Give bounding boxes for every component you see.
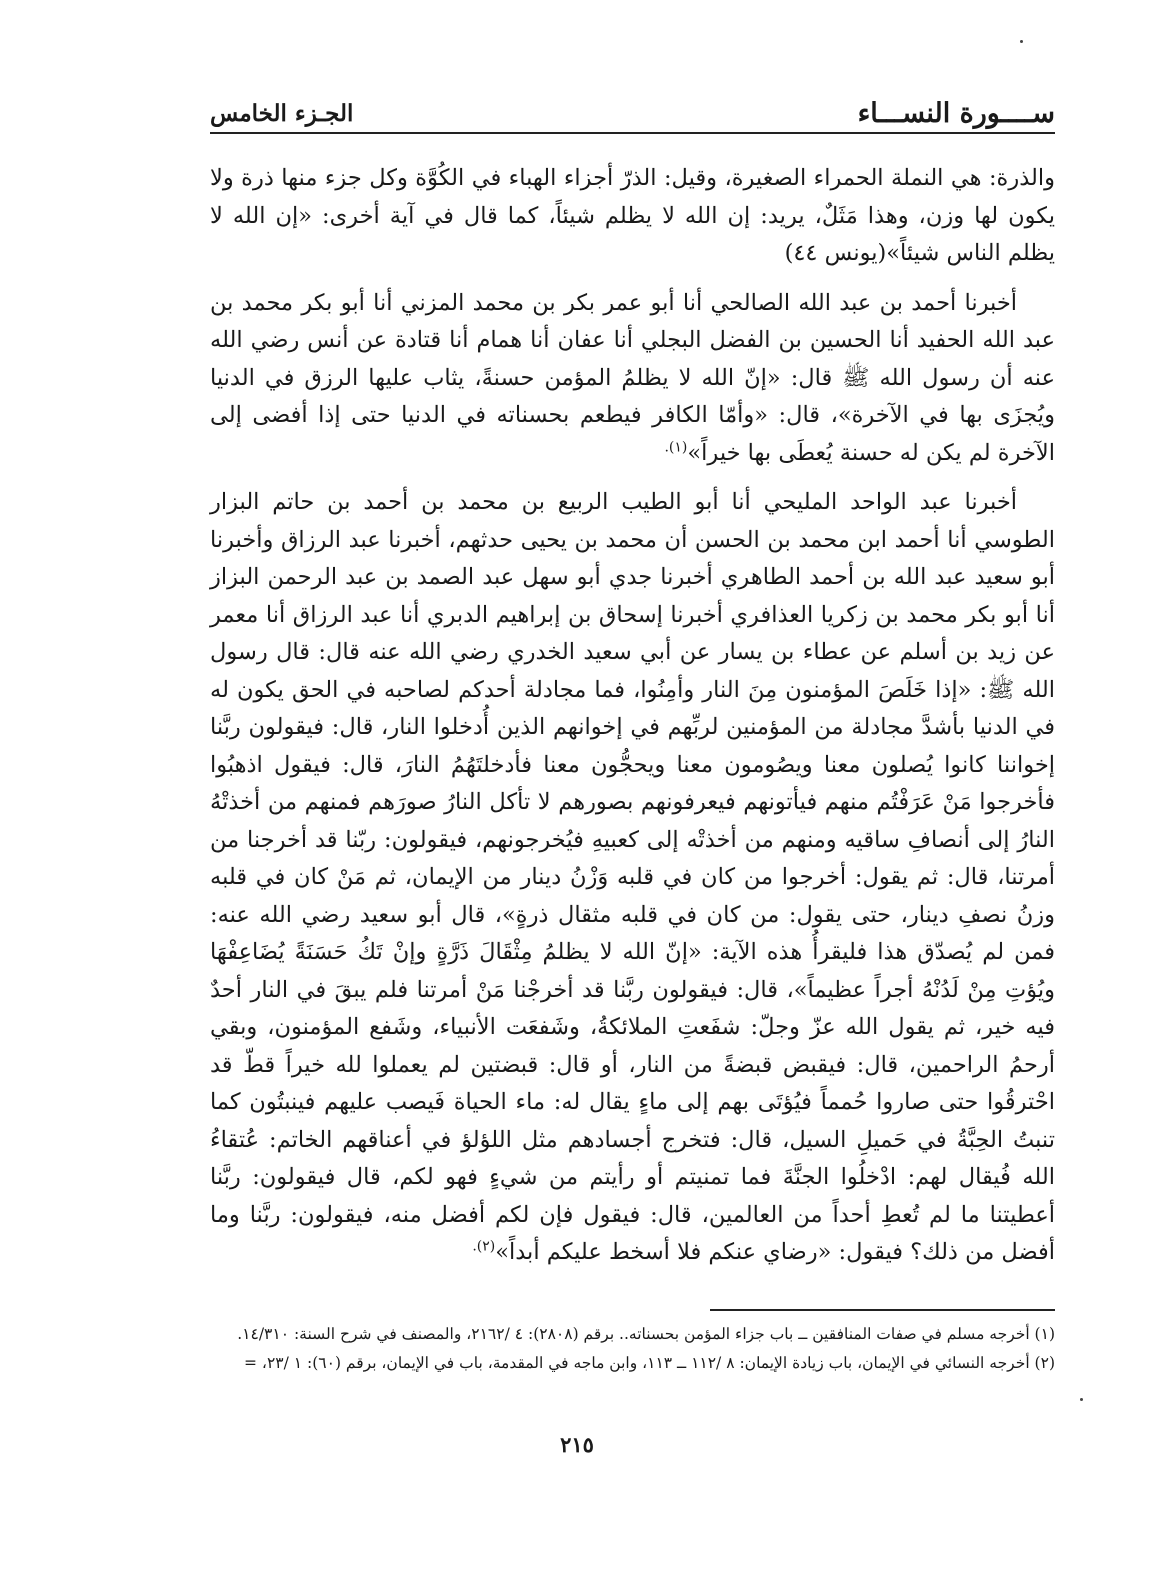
paragraph-hadith-2 [210,484,1055,1272]
paragraph-definition [210,160,1055,273]
part-label: الجـزء الخامس [210,100,354,127]
footnote-ref-1[interactable]: (١). [664,439,688,455]
speck [1080,1398,1083,1401]
header-rule [210,132,1055,134]
surah-title: ســــورة النســـاء [857,98,1055,129]
footnote-rule [710,1309,1055,1311]
paragraph-hadith-1 [210,285,1055,473]
footnotes [190,1320,1055,1378]
page-number: ٢١٥ [560,1432,594,1457]
paragraph-text: والذرة: هي النملة الحمراء الصغيرة، وقيل: الذرّ أجزاء الهباء في الكُوَّة وكل جزء منها ذرة ولا يكون لها وزن، وهذا مَثَلٌ، يريد: إن الله لا يظلم شيئاً، كما قال في آية أخرى: «إن الله لا يظلم الناس شيئاً»(يونس ٤٤) [210,165,1055,266]
footnote-2: (٢) أخرجه النسائي في الإيمان، باب زيادة الإيمان: ٨ /١١٢ ــ ١١٣، وابن ماجه في المقدمة، باب في الإيمان، برقم (٦٠): ١ /٢٣، = [244,1354,1055,1372]
main-text [210,160,1055,1284]
footnote-1: (١) أخرجه مسلم في صفات المنافقين ــ باب جزاء المؤمن بحسناته.. برقم (٢٨٠٨): ٤ /٢١٦٢، والمصنف في شرح السنة: ١٤/٣١٠. [237,1325,1055,1343]
speck [1020,40,1023,43]
footnote-ref-2[interactable]: (٢). [472,1238,496,1255]
paragraph-text: أخبرنا عبد الواحد المليحي أنا أبو الطيب الربيع بن محمد بن أحمد بن حاتم البزار الطوسي أنا أحمد ابن محمد بن الحسن أن محمد بن يحيى حدثهم، أخبرنا عبد الرزاق وأخبرنا أبو سعيد عبد الله بن أحمد الطاهري أخبرنا جدي أبو سهل عبد الصمد بن عبد الرحمن البزاز أنا أبو بكر محمد بن زكريا العذافري أخبرنا إسحاق بن إبراهيم الدبري أنا عبد الرزاق أنا معمر عن زيد بن أسلم عن عطاء بن يسار عن أبي سعيد الخدري رضي الله عنه قال: قال رسول الله ﷺ: «إذا خَلَصَ المؤمنون مِنَ النار وأمِنُوا، فما مجادلة أحدكم لصاحبه في الحق يكون له في الدنيا بأشدَّ مجادلة من المؤمنين لربِّهم في إخوانهم الذين أُدخلوا النار، قال: فيقولون ربَّنا إخواننا كانوا يُصلون معنا ويصُومون معنا ويحجُّون معنا فأدخلتَهُمُ النارَ، قال: فيقول اذهبُوا فأخرجوا مَنْ عَرَفْتُم منهم فيأتونهم فيعرفونهم بصورهم لا تأكل النارُ صورَهم فمنهم من أخذتْهُ النارُ إلى أنصافِ ساقيه ومنهم من أخذتْه إلى كعبيهِ فيُخرجونهم، فيقولون: ربّنا قد أخرجنا من أمرتنا، قال: ثم يقول: أخرجوا من كان في قلبه وَزْنُ دينار من الإيمان، ثم مَنْ كان في قلبه وزنُ نصفِ دينار، حتى يقول: من كان في قلبه مثقال ذرةٍ»، قال أبو سعيد رضي الله عنه: فمن لم يُصدّق هذا فليقرأُ هذه الآية: «إنّ الله لا يظلمُ مِثْقَالَ ذَرَّةٍ وإنْ تَكُ حَسَنَةً يُضَاعِفْهَا ويُؤتِ مِنْ لَدُنْهُ أجراً عظيماً»، قال: فيقولون ربَّنا قد أخرجْنا مَنْ أمرتنا فلم يبقَ في النار أحدٌ فيه خير، ثم يقول الله عزّ وجلّ: شفَعتِ الملائكةُ، وشَفعَت الأنبياء، وشَفع المؤمنون، وبقي أرحمُ الراحمين، قال: فيقبض قبضةً من النار، أو قال: قبضتين لم يعملوا لله خيراً قطّ قد احْترقُوا حتى صاروا حُمماً فيُؤتَى بهم إلى ماءٍ يقال له: ماء الحياة فَيصب عليهم فينبتُون كما تنبتُ الحِبَّةُ في حَميلِ السيل، قال: فتخرج أجسادهم مثل اللؤلؤ في أعناقهم الخاتم: عُتقاءُ الله فُيقال لهم: ادْخلُوا الجنَّةَ فما تمنيتم أو رأيتم من شيءٍ فهو لكم، قال فيقولون: ربَّنا أعطيتنا ما لم تُعطِ أحداً من العالمين، قال: فيقول فإن لكم أفضل منه، فيقولون: ربَّنا وما أفضل من ذلك؟ فيقول: «رضاي عنكم فلا أسخط عليكم أبداً» [210,489,1055,1265]
running-header [210,92,1055,134]
paragraph-text: أخبرنا أحمد بن عبد الله الصالحي أنا أبو عمر بكر بن محمد المزني أنا أبو بكر محمد بن عبد الله الحفيد أنا الحسين بن الفضل البجلي أنا عفان أنا همام أنا قتادة عن أنس رضي الله عنه أن رسول الله ﷺ قال: «إنّ الله لا يظلمُ المؤمن حسنةً، يثاب عليها الرزق في الدنيا ويُجزَى بها في الآخرة»، قال: «وأمّا الكافر فيطعم بحسناته في الدنيا حتى إذا أفضى إلى الآخرة لم يكن له حسنة يُعطَى بها خيراً» [210,289,1055,466]
